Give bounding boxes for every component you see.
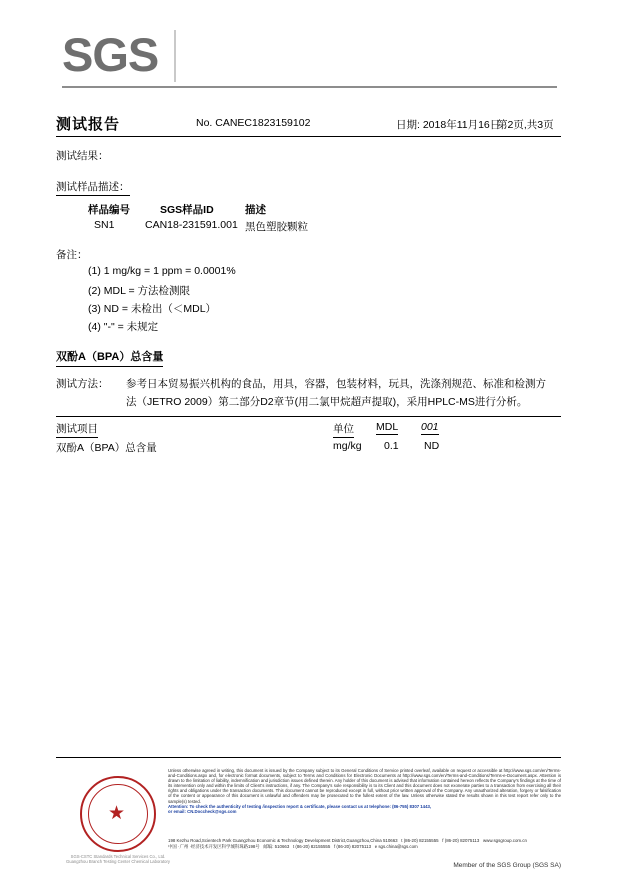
footer-disclaimer-text: Unless otherwise agreed in writing, this document is issued by the Company subject to its General Conditions of Service printed overleaf, available on request or accessible at http://www.sgs.com/en/Terms-and-Conditions.aspx and, for electronic format documents, subject to Terms and Conditions for Electronic Documents at http://www.sgs.com/en/Terms-and-Conditions/Terms-e-Document.aspx. Attention is drawn to the limitation of liability, indemnification and jurisdiction issues defined therein. Any holder of this document is advised that information contained hereon reflects the Company's findings at the time of its intervention only and within the limits of Client's instructions, if any. The Company's sole responsibility is to its Client and this document does not exonerate parties to a transaction from exercising all their rights and obligations under the transaction documents. This document cannot be reproduced except in full, without prior written approval of the Company. Any unauthorized alteration, forgery or falsification of the content or appearance of this document is unlawful and offenders may be prosecuted to the fullest extent of the law. Unless otherwise stated the results shown in this test report refer only to the sample(s) tested.	[168, 768, 561, 804]
sample-col-no: 样品编号	[88, 204, 130, 216]
report-number: No. CANEC1823159102	[196, 117, 311, 129]
footer-zip-cn: 邮编: 510663	[263, 844, 290, 849]
stamp-caption-line-2: Guangzhou Branch Testing Center Chemical Laboratory	[66, 859, 170, 864]
footer-tel-cn: t (86-20) 82155555	[292, 844, 331, 849]
logo-divider	[174, 30, 176, 82]
sgs-logo	[62, 28, 182, 86]
result-col-mdl: MDL	[376, 421, 399, 433]
company-stamp	[66, 772, 170, 862]
footer-address-en: 198 Kezhu Road,Scientech Park Guangzhou Economic & Technology Development District,Guangzhou,China 510663	[168, 838, 398, 843]
footer-attention-line[interactable]: Attention: To check the authenticity of testing /inspection report & certificate, please contact us at telephone: (86-755) 8307 1443,	[168, 803, 432, 809]
sample-cell-id: CAN18-231591.001	[145, 219, 238, 231]
result-table-top-rule	[56, 416, 561, 417]
result-cell-unit: mg/kg	[333, 440, 362, 452]
method-text-line-2: 法（JETRO 2009）第二部分D2章节(用二氯甲烷超声提取)，采用HPLC-MS进行分析。	[126, 396, 528, 408]
note-3: (3) ND = 未检出（＜MDL）	[88, 303, 217, 315]
result-cell-item: 双酚A（BPA）总含量	[56, 442, 157, 454]
sample-description-label: 测试样品描述：	[56, 179, 130, 196]
method-label: 测试方法：	[56, 378, 109, 390]
result-col-item: 测试项目	[56, 421, 98, 438]
result-col-unit: 单位	[333, 421, 354, 438]
footer-disclaimer	[168, 768, 561, 814]
footer-address-cn-row	[168, 844, 561, 850]
sample-cell-no: SN1	[94, 219, 115, 231]
header-divider	[56, 136, 561, 137]
method-text-line-1: 参考日本贸易振兴机构的食品，用具，容器，包装材料，玩具，洗涤剂规范、标准和检测方	[126, 378, 546, 390]
page-indicator: 第2页,共3页	[497, 119, 554, 131]
stamp-star-icon: ★	[108, 803, 126, 824]
header-rule	[62, 86, 557, 88]
footer-address	[168, 838, 561, 850]
page-title: 测试报告	[56, 116, 121, 133]
footer-tel-en: t (86-20) 82155555	[401, 838, 439, 843]
result-col-001: 001	[421, 421, 439, 433]
note-1: (1) 1 mg/kg = 1 ppm = 0.0001%	[88, 265, 236, 277]
result-cell-001: ND	[424, 440, 440, 452]
report-date: 日期: 2018年11月16日	[396, 119, 501, 131]
footer-rule	[56, 757, 561, 758]
result-cell-mdl: 0.1	[384, 440, 399, 452]
footer-fax-en: f (86-20) 82075113	[442, 838, 480, 843]
stamp-caption	[66, 854, 170, 864]
footer-fax-cn: f (86-20) 82075113	[333, 844, 372, 849]
footer-email-line[interactable]: or email: CN.Doccheck@sgs.com	[168, 808, 237, 814]
note-4: (4) "-" = 未规定	[88, 321, 159, 333]
footer-address-cn: 中国 ·广州 ·经济技术开发区科学城科珠路198号	[168, 844, 260, 849]
footer-member-line: Member of the SGS Group (SGS SA)	[453, 862, 561, 869]
results-label: 测试结果：	[56, 150, 109, 162]
note-2: (2) MDL = 方法检测限	[88, 285, 190, 297]
stamp-caption-line-1: SGS-CSTC Standards Technical Services Co., Ltd.	[70, 854, 166, 859]
footer-web-en[interactable]: www.sgsgroup.com.cn	[483, 838, 527, 843]
sample-cell-desc: 黑色塑胶颗粒	[245, 221, 308, 233]
sample-col-desc: 描述	[245, 204, 266, 216]
notes-label: 备注：	[56, 249, 88, 261]
sgs-logo-text: SGS	[62, 28, 159, 81]
section-title-bpa: 双酚A（BPA）总含量	[56, 348, 163, 367]
sample-col-id: SGS样品ID	[160, 204, 214, 216]
footer-email-cn[interactable]: e sgs.china@sgs.com	[374, 844, 418, 849]
